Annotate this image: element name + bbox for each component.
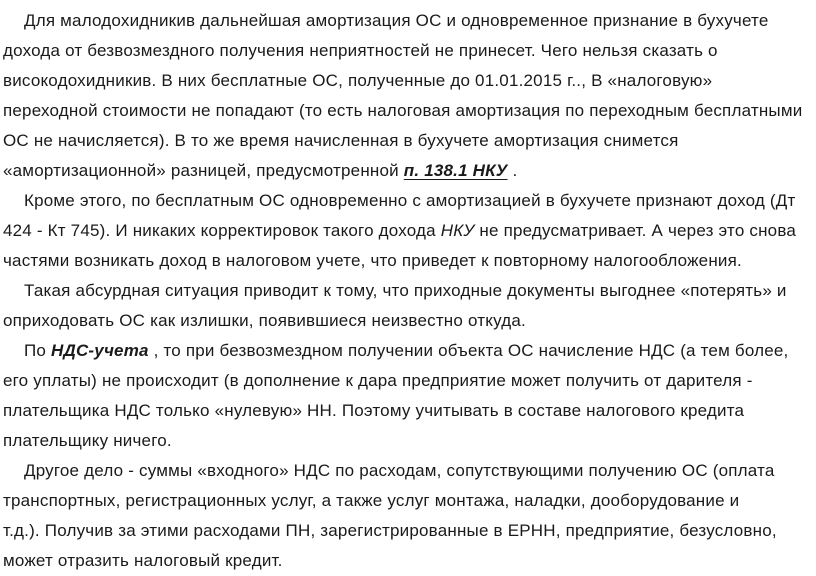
text-segment: п. 138.1 НКУ xyxy=(403,161,508,180)
text-line xyxy=(3,456,814,486)
text-line xyxy=(3,486,814,516)
text-segment: т.д.). Получив за этими расходами ПН, зарегистрированные в ЕРНН, предприятие, безусловно, xyxy=(3,521,777,540)
text-segment: плательщику ничего. xyxy=(3,431,172,450)
text-segment: По xyxy=(24,341,51,360)
text-segment: . xyxy=(507,161,518,180)
text-line xyxy=(3,336,814,366)
text-line xyxy=(3,96,814,126)
text-segment: Для малодохидникив дальнейшая амортизация ОС и одновременное признание в бухучете xyxy=(24,11,769,30)
text-line xyxy=(3,396,814,426)
text-line xyxy=(3,156,814,186)
text-segment: Кроме этого, по бесплатным ОС одновременно с амортизацией в бухучете признают доход (Дт xyxy=(24,191,796,210)
text-line xyxy=(3,516,814,546)
text-segment: переходной стоимости не попадают (то есть налоговая амортизация по переходным бесплатными xyxy=(3,101,803,120)
text-segment: транспортных, регистрационных услуг, а также услуг монтажа, наладки, дооборудование и xyxy=(3,491,740,510)
text-line xyxy=(3,426,814,456)
text-segment: не предусматривает. А через это снова xyxy=(474,221,797,240)
text-line xyxy=(3,6,814,36)
text-segment: его уплаты) не происходит (в дополнение к дара предприятие может получить от дарителя - xyxy=(3,371,753,390)
text-line xyxy=(3,36,814,66)
text-segment: Другое дело - суммы «входного» НДС по расходам, сопутствующими получению ОС (оплата xyxy=(24,461,775,480)
text-line xyxy=(3,276,814,306)
text-segment: , то при безвозмездном получении объекта ОС начисление НДС (а тем более, xyxy=(148,341,789,360)
text-segment: оприходовать ОС как излишки, появившиеся неизвестно откуда. xyxy=(3,311,526,330)
text-line xyxy=(3,66,814,96)
text-segment: ОС не начисляется). В то же время начисленная в бухучете амортизация снимется xyxy=(3,131,679,150)
text-line xyxy=(3,126,814,156)
text-segment: дохода от безвозмездного получения неприятностей не принесет. Чего нельзя сказать о xyxy=(3,41,718,60)
text-segment: НДС-учета xyxy=(51,341,149,360)
text-line xyxy=(3,186,814,216)
text-segment: частями возникать доход в налоговом учете, что приведет к повторному налогообложения. xyxy=(3,251,742,270)
text-line xyxy=(3,306,814,336)
text-segment: високодохидникив. В них бесплатные ОС, полученные до 01.01.2015 г.., В «налоговую» xyxy=(3,71,713,90)
text-line xyxy=(3,366,814,396)
text-line xyxy=(3,246,814,276)
text-segment: плательщика НДС только «нулевую» НН. Поэтому учитывать в составе налогового кредита xyxy=(3,401,745,420)
text-segment: может отразить налоговый кредит. xyxy=(3,551,283,570)
text-segment: «амортизационной» разницей, предусмотренной xyxy=(3,161,404,180)
text-segment: Такая абсурдная ситуация приводит к тому, что приходные документы выгоднее «потерять» и xyxy=(24,281,787,300)
text-segment: 424 - Кт 745). И никаких корректировок такого дохода xyxy=(3,221,441,240)
text-line xyxy=(3,216,814,246)
text-segment: НКУ xyxy=(440,221,475,240)
